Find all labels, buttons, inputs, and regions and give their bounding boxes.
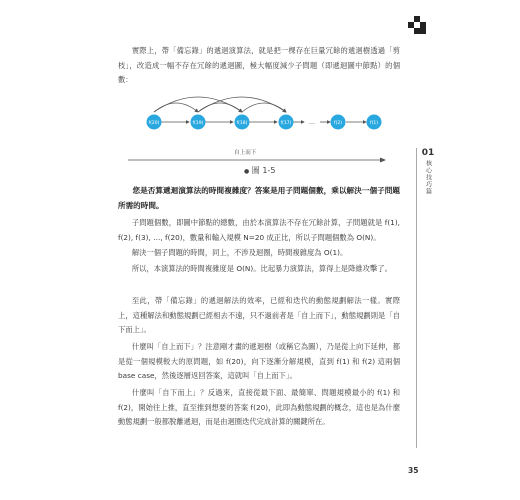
- corner-ornament-icon: [408, 16, 426, 34]
- direction-arrow: [128, 157, 388, 163]
- figure-caption: ● 圖 1-5: [244, 166, 276, 175]
- paragraph-complexity-question: 您是否算遞迴演算法的時間複雜度？答案是用子問題個數，乘以解決一個子問題所需的時間。: [118, 186, 400, 210]
- chapter-side-tab: [420, 148, 436, 199]
- paragraph-subproblem-time: 解決一個子問題的時間，同上，不涉及迴圈，時間複雜度為 O(1)。: [131, 248, 348, 257]
- figure-icon: ●: [244, 168, 250, 175]
- svg-text:f(19): f(19): [192, 121, 204, 126]
- chapter-title: 核心技巧篇: [424, 160, 432, 195]
- node-f18: [235, 115, 250, 130]
- direction-label: 自上而下: [234, 150, 257, 156]
- svg-text:f(20): f(20): [148, 121, 160, 126]
- paragraph-top-down-vs-bottom-up: 至此，帶「備忘錄」的遞迴解法的效率，已經和迭代的動態規劃解法一樣。實際上，這種解法和動態規劃已經相去不遠，只不過前者是「自上而下」，動態規劃則是「自下而上」。: [118, 296, 400, 334]
- paragraph-overall-complexity: 所以，本演算法的時間複雜度是 O(N)。比起暴力演算法，算得上是降維攻擊了。: [131, 264, 392, 273]
- node-f20: [147, 115, 162, 130]
- chapter-number: 01: [421, 148, 435, 158]
- side-divider: [416, 148, 417, 448]
- arc-5: [242, 103, 286, 112]
- page-number: 35: [408, 466, 419, 475]
- svg-text:f(1): f(1): [370, 121, 378, 126]
- svg-text:f(18): f(18): [236, 121, 248, 126]
- svg-text:f(17): f(17): [280, 121, 292, 126]
- paragraph-top-down: 什麼叫「自上而下」？注意剛才畫的遞迴樹（或稱它為圖），乃是從上向下延伸，都是從一個規模較大的原問題，如 f(20)，向下逐漸分解規模，直到 f(1) 和 f(2) 這兩個 base case，然後逐層返回答案，這就叫「自上而下」。: [118, 342, 400, 380]
- paragraph-subproblem-count: 子問題個數，即圖中節點的總數，由於本演算法不存在冗餘計算，子問題就是 f(1), f(2), f(3), …, f(20)，數量和輸入規模 N=20 成正比，所以子問題個數為 O(N)。: [118, 218, 400, 242]
- paragraph-memo-intro: 實際上，帶「備忘錄」的遞迴演算法，就是把一棵存在巨量冗餘的遞迴樹透過「剪枝」，改造成一幅不存在冗餘的遞迴圖，極大幅度減少子問題（即遞迴圖中節點）的個數：: [118, 46, 400, 84]
- paragraph-bottom-up: 什麼叫「自下而上」？反過來，直接從最下面、最簡單、問題規模最小的 f(1) 和 f(2)，開始往上推，直至推到想要的答案 f(20)，此即為動態規劃的概念，這也是為什麼動態規劃一般都脫離遞迴，而是由迴圈迭代完成計算的關鍵所在。: [118, 388, 400, 426]
- node-ellipsis: …: [309, 119, 315, 126]
- node-f1: [367, 115, 382, 130]
- node-f2: [331, 115, 346, 130]
- node-f17: [279, 115, 294, 130]
- node-f19: [191, 115, 206, 130]
- svg-text:f(2): f(2): [334, 121, 342, 126]
- recursion-graph-diagram: [138, 92, 388, 142]
